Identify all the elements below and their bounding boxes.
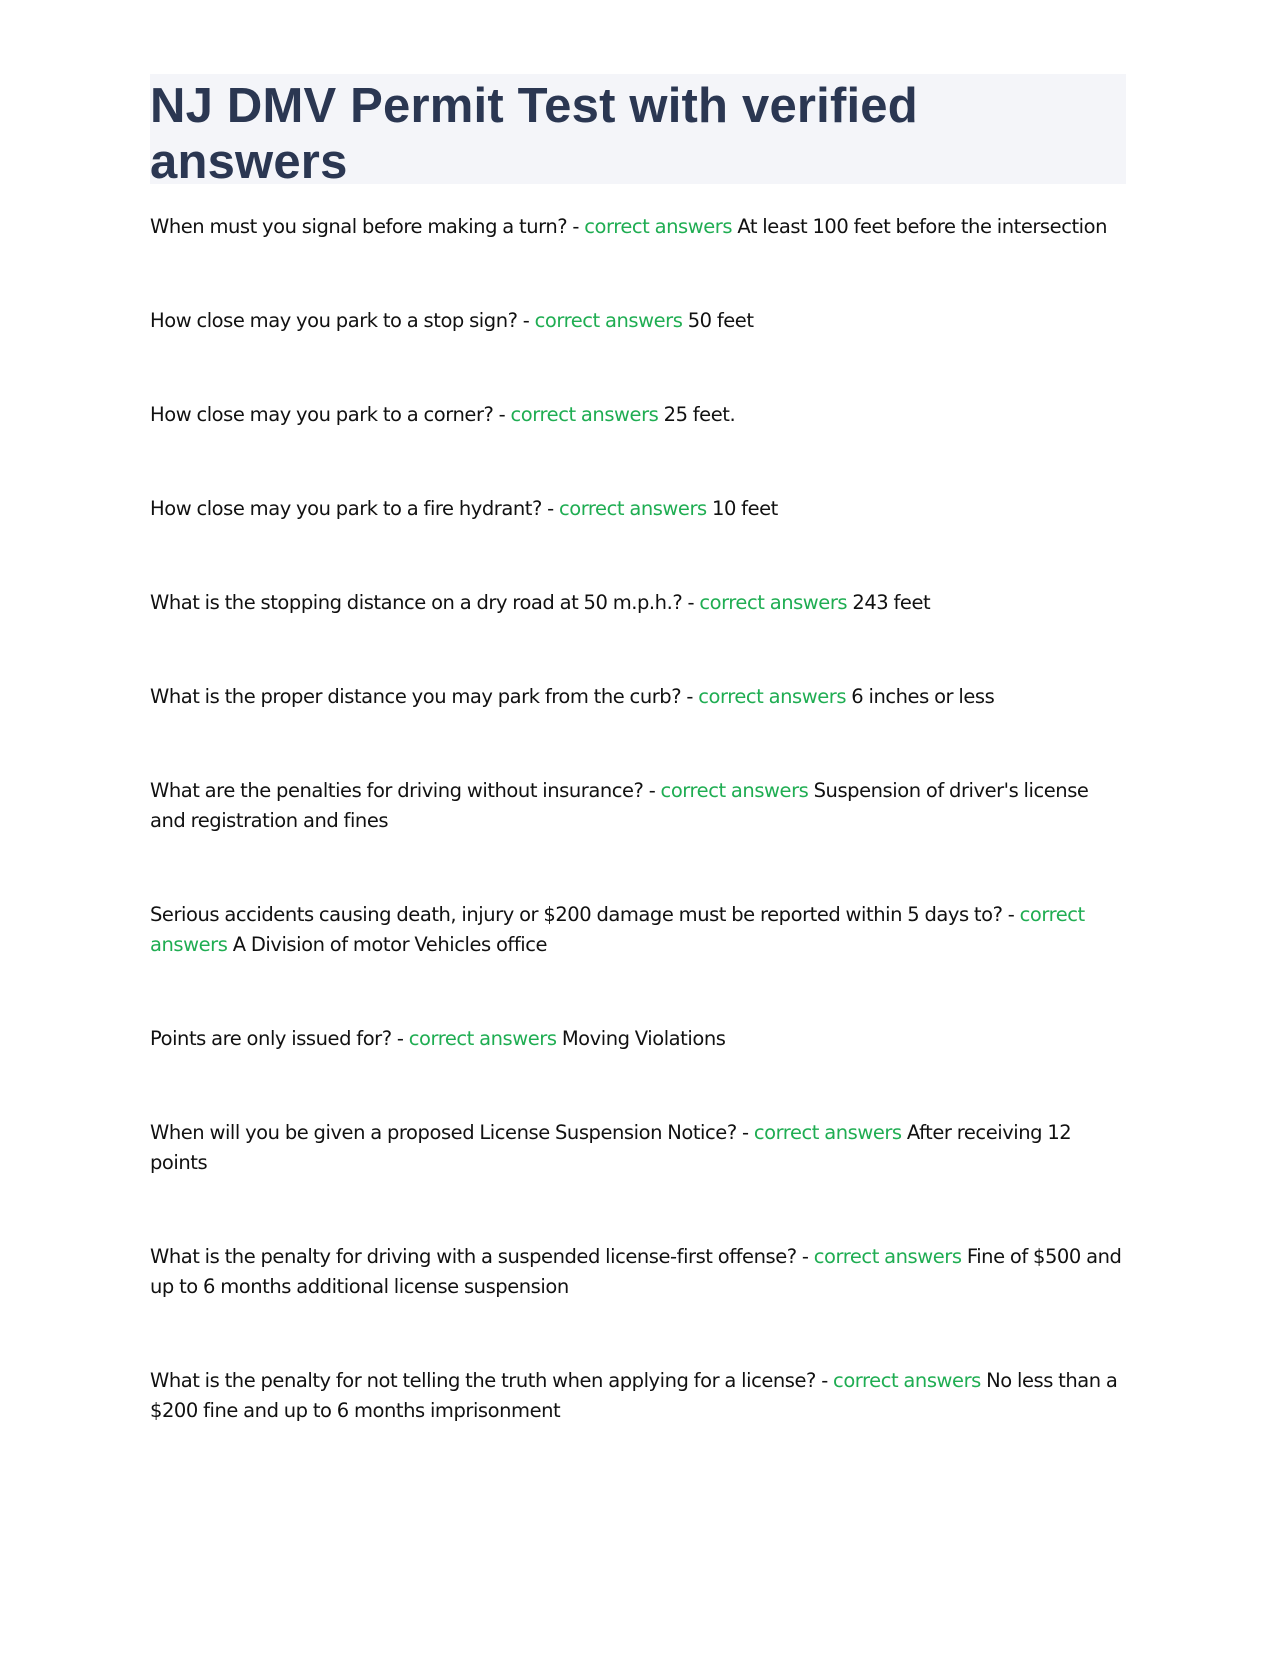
answer-text: 6 inches or less <box>851 685 995 708</box>
answer-label: correct answers <box>584 215 733 238</box>
answer-text: 50 feet <box>687 309 754 332</box>
answer-label: correct answers <box>753 1121 902 1144</box>
question-text: What is the penalty for driving with a suspended license-first offense? - <box>150 1245 809 1268</box>
question-text: How close may you park to a corner? - <box>150 403 506 426</box>
answer-label: correct answers <box>558 497 707 520</box>
qa-item <box>150 682 1126 712</box>
answer-text: Suspension of driver's license and registration and fines <box>150 779 1089 832</box>
answer-label: correct answers <box>833 1369 981 1392</box>
answer-text: No less than a $200 fine and up to 6 months imprisonment <box>150 1369 1118 1422</box>
answer-text: Fine of $500 and up to 6 months additional license suspension <box>150 1245 1122 1298</box>
qa-item <box>150 1242 1126 1302</box>
qa-item <box>150 306 1126 336</box>
question-text: What is the penalty for not telling the truth when applying for a license? - <box>150 1369 828 1392</box>
answer-label: correct answers <box>408 1027 557 1050</box>
qa-item <box>150 900 1126 960</box>
question-text: Points are only issued for? - <box>150 1027 404 1050</box>
qa-item <box>150 1366 1126 1426</box>
qa-list <box>150 212 1126 1426</box>
qa-item <box>150 400 1126 430</box>
question-text: What are the penalties for driving without insurance? - <box>150 779 656 802</box>
answer-text: 25 feet. <box>663 403 736 426</box>
document-page <box>150 74 1126 1490</box>
answer-label: correct answers <box>699 591 848 614</box>
question-text: Serious accidents causing death, injury or $200 damage must be reported within 5 days to? - <box>150 903 1015 926</box>
qa-item <box>150 494 1126 524</box>
question-text: What is the proper distance you may park from the curb? - <box>150 685 693 708</box>
answer-text: 10 feet <box>712 497 778 520</box>
answer-label: correct answers <box>510 403 659 426</box>
title-block <box>150 74 1126 189</box>
question-text: What is the stopping distance on a dry road at 50 m.p.h.? - <box>150 591 695 614</box>
answer-label: correct answers <box>534 309 683 332</box>
answer-text: 243 feet <box>852 591 931 614</box>
question-text: How close may you park to a stop sign? - <box>150 309 530 332</box>
page-title: NJ DMV Permit Test with verified answers <box>150 79 918 189</box>
qa-item <box>150 1118 1126 1178</box>
question-text: When must you signal before making a turn? - <box>150 215 579 238</box>
qa-item <box>150 588 1126 618</box>
question-text: When will you be given a proposed License Suspension Notice? - <box>150 1121 749 1144</box>
answer-label: correct answers <box>660 779 809 802</box>
answer-label: correct answers <box>150 903 1085 956</box>
qa-item <box>150 1024 1126 1054</box>
answer-text: After receiving 12 points <box>150 1121 1072 1174</box>
answer-text: Moving Violations <box>561 1027 726 1050</box>
answer-text: A Division of motor Vehicles office <box>232 933 548 956</box>
qa-item <box>150 776 1126 836</box>
answer-label: correct answers <box>813 1245 962 1268</box>
question-text: How close may you park to a fire hydrant? - <box>150 497 554 520</box>
answer-label: correct answers <box>698 685 847 708</box>
qa-item <box>150 212 1126 242</box>
answer-text: At least 100 feet before the intersection <box>737 215 1108 238</box>
